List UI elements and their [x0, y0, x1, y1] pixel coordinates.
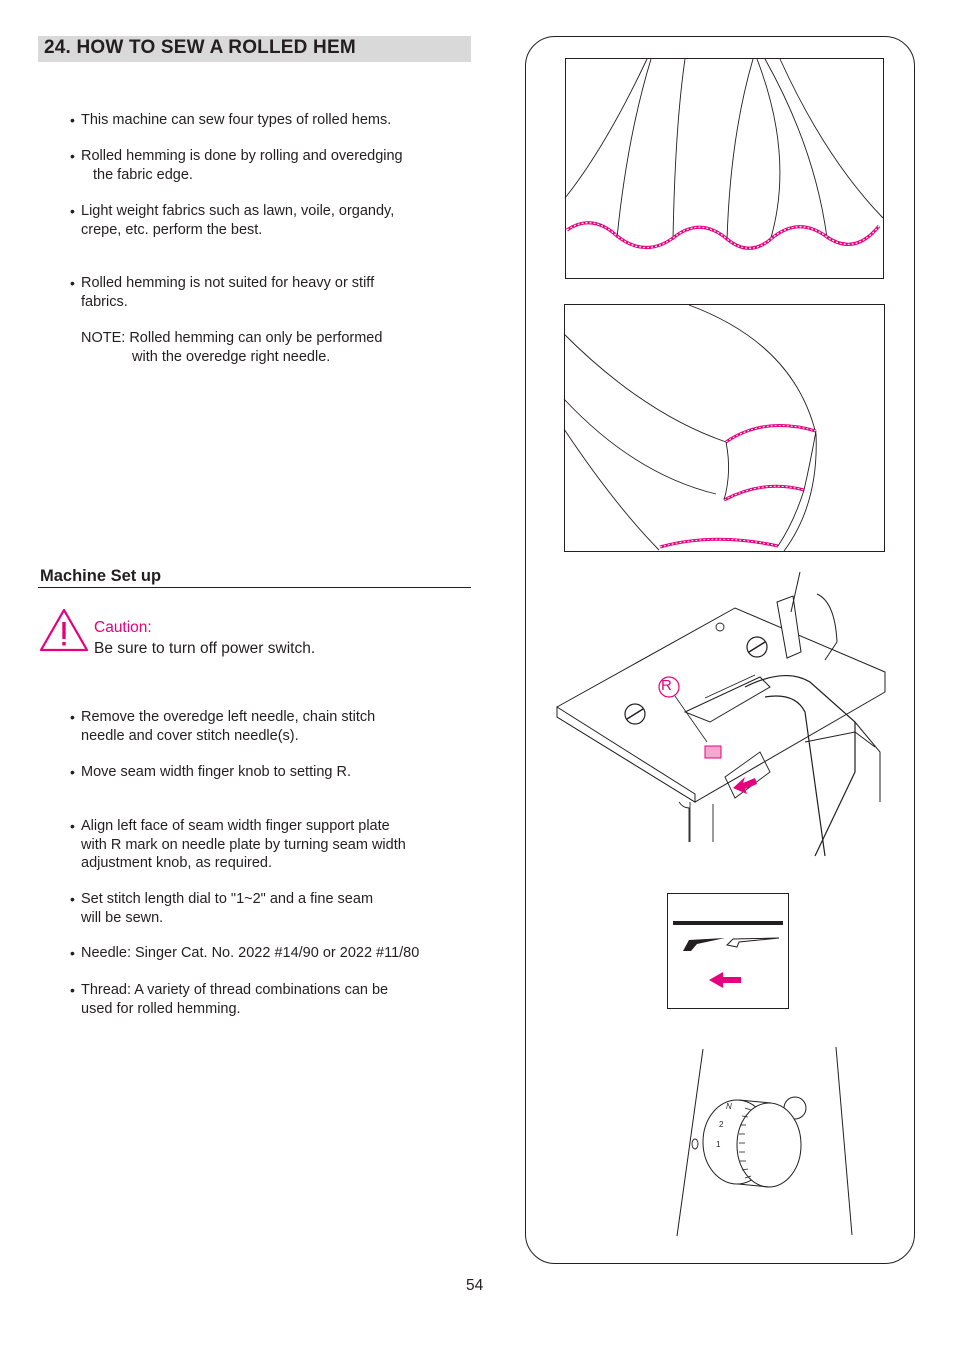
- section-heading: [38, 567, 471, 588]
- rolled-fabric-folds-illustration: [564, 304, 885, 552]
- setup-step-6: [70, 981, 461, 1018]
- bullet-text: the fabric edge.: [93, 166, 193, 183]
- bullet-icon: •: [70, 203, 75, 219]
- bullet-text: Rolled hemming is not suited for heavy or stiff: [81, 275, 375, 291]
- intro-bullet-4: [70, 274, 461, 311]
- page-title: 24. HOW TO SEW A ROLLED HEM: [44, 37, 356, 58]
- note-text: with the overedge right needle.: [132, 348, 331, 365]
- caution-text: Be sure to turn off power switch.: [94, 640, 316, 657]
- bullet-icon: •: [70, 818, 75, 834]
- step-text: Thread: A variety of thread combinations can be: [81, 982, 389, 998]
- dial-mark-1: 1: [716, 1140, 721, 1149]
- caution-label: Caution:: [94, 619, 152, 636]
- bullet-icon: •: [70, 148, 75, 164]
- step-text: with R mark on needle plate by turning seam width: [81, 836, 406, 853]
- bullet-icon: •: [70, 275, 75, 291]
- bullet-icon: •: [70, 112, 75, 128]
- step-text: Move seam width finger knob to setting R.: [81, 764, 351, 780]
- step-text: Needle: Singer Cat. No. 2022 #14/90 or 2022 #11/80: [81, 945, 420, 961]
- step-text: Set stitch length dial to "1~2" and a fine seam: [81, 891, 374, 907]
- step-text: will be sewn.: [81, 909, 164, 926]
- intro-bullet-1: [70, 111, 461, 130]
- setup-step-4: [70, 890, 461, 927]
- step-text: needle and cover stitch needle(s).: [81, 727, 299, 744]
- intro-bullet-2: [70, 147, 461, 184]
- bullet-text: Rolled hemming is done by rolling and overedging: [81, 148, 403, 164]
- step-text: Remove the overedge left needle, chain stitch: [81, 709, 376, 725]
- bullet-text: This machine can sew four types of rolled hems.: [81, 112, 392, 128]
- note-text: NOTE: Rolled hemming can only be performed: [81, 330, 383, 346]
- step-text: used for rolled hemming.: [81, 1000, 241, 1017]
- setup-step-1: [70, 708, 461, 745]
- page-number: 54: [466, 1277, 484, 1294]
- seam-width-finger-illustration: [667, 893, 789, 1009]
- dial-mark-n: N: [726, 1102, 732, 1111]
- step-text: adjustment knob, as required.: [81, 855, 273, 871]
- note: [81, 329, 461, 366]
- section-heading-text: Machine Set up: [40, 567, 162, 585]
- page-title-bar: [38, 36, 471, 62]
- bullet-text: Light weight fabrics such as lawn, voile, organdy,: [81, 203, 395, 219]
- setup-step-5: [70, 944, 461, 963]
- bullet-icon: •: [70, 764, 75, 780]
- step-text: Align left face of seam width finger support plate: [81, 818, 390, 834]
- bullet-icon: •: [70, 709, 75, 725]
- setup-step-2: [70, 763, 461, 782]
- needle-plate-illustration: [555, 572, 885, 856]
- dial-mark-2: 2: [719, 1120, 724, 1129]
- bullet-icon: •: [70, 891, 75, 907]
- intro-bullet-3: [70, 202, 461, 239]
- setup-step-3: [70, 817, 461, 873]
- stitch-length-dial-illustration: [675, 1046, 885, 1240]
- bullet-text: fabrics.: [81, 293, 128, 310]
- bullet-icon: •: [70, 945, 75, 961]
- warning-triangle-icon: [40, 608, 90, 652]
- bullet-text: crepe, etc. perform the best.: [81, 221, 263, 238]
- rolled-hem-fabric-illustration: [565, 58, 884, 279]
- needle-plate-r-label: R: [661, 677, 672, 694]
- bullet-icon: •: [70, 982, 75, 998]
